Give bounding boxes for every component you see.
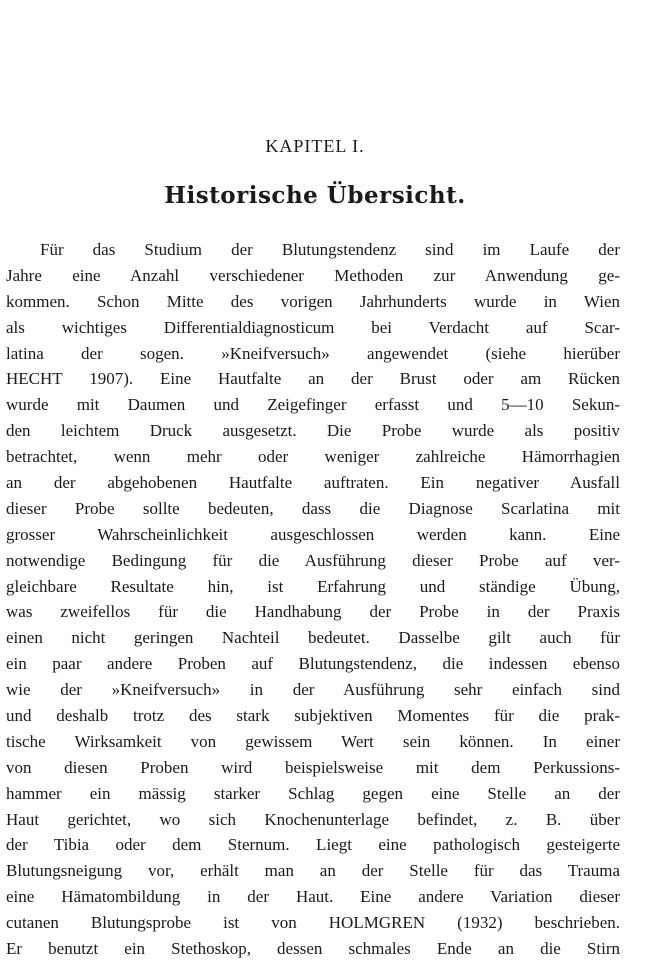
text-line: von diesen Proben wird beispielsweise mit dem Perkussions- — [6, 757, 620, 777]
body-text — [6, 237, 620, 962]
text-line: latina der sogen. »Kneifversuch» angewendet (siehe hierüber — [6, 343, 620, 363]
text-line: was zweifellos für die Handhabung der Probe in der Praxis — [6, 602, 620, 622]
text-line: Für das Studium der Blutungstendenz sind im Laufe der — [40, 240, 620, 259]
chapter-title: Historische Übersicht. — [164, 182, 466, 209]
text-line: den leichtem Druck ausgesetzt. Die Probe wurde als positiv — [6, 421, 620, 441]
text-line: HECHT 1907). Eine Hautfalte an der Brust oder am Rücken — [6, 369, 620, 389]
chapter-label: KAPITEL I. — [265, 136, 365, 156]
text-line: ein paar andere Proben auf Blutungstendenz, die indessen ebenso — [6, 654, 620, 674]
text-line: dieser Probe sollte bedeuten, dass die Diagnose Scarlatina mit — [6, 498, 620, 518]
text-line: tische Wirksamkeit von gewissem Wert sein können. In einer — [6, 731, 620, 751]
text-line: und deshalb trotz des stark subjektiven Momentes für die prak- — [6, 706, 620, 726]
text-line: kommen. Schon Mitte des vorigen Jahrhunderts wurde in Wien — [6, 291, 620, 311]
text-line: Jahre eine Anzahl verschiedener Methoden zur Anwendung ge- — [6, 265, 620, 285]
text-line: notwendige Bedingung für die Ausführung dieser Probe auf ver- — [6, 550, 620, 570]
text-line: wurde mit Daumen und Zeigefinger erfasst und 5—10 Sekun- — [6, 395, 620, 415]
text-line: wie der »Kneifversuch» in der Ausführung sehr einfach sind — [6, 680, 620, 700]
text-line: an der abgehobenen Hautfalte auftraten. Ein negativer Ausfall — [6, 473, 620, 493]
text-line: Haut gerichtet, wo sich Knochenunterlage befindet, z. B. über — [6, 809, 620, 829]
text-line: grosser Wahrscheinlichkeit ausgeschlossen werden kann. Eine — [6, 524, 620, 544]
text-line: der Tibia oder dem Sternum. Liegt eine pathologisch gesteigerte — [6, 835, 620, 855]
text-line: cutanen Blutungsprobe ist von HOLMGREN (1932) beschrieben. — [6, 913, 620, 933]
text-line: gleichbare Resultate hin, ist Erfahrung und ständige Übung, — [6, 576, 620, 596]
text-line: als wichtiges Differentialdiagnosticum bei Verdacht auf Scar- — [6, 317, 620, 337]
text-line: eine Hämatombildung in der Haut. Eine andere Variation dieser — [6, 887, 620, 907]
text-line: Er benutzt ein Stethoskop, dessen schmales Ende an die Stirn — [6, 939, 620, 959]
text-line: Blutungsneigung vor, erhält man an der Stelle für das Trauma — [6, 861, 620, 881]
text-line: betrachtet, wenn mehr oder weniger zahlreiche Hämorrhagien — [6, 447, 620, 467]
text-line: einen nicht geringen Nachteil bedeutet. Dasselbe gilt auch für — [6, 628, 620, 648]
text-line: hammer ein mässig starker Schlag gegen eine Stelle an der — [6, 783, 620, 803]
